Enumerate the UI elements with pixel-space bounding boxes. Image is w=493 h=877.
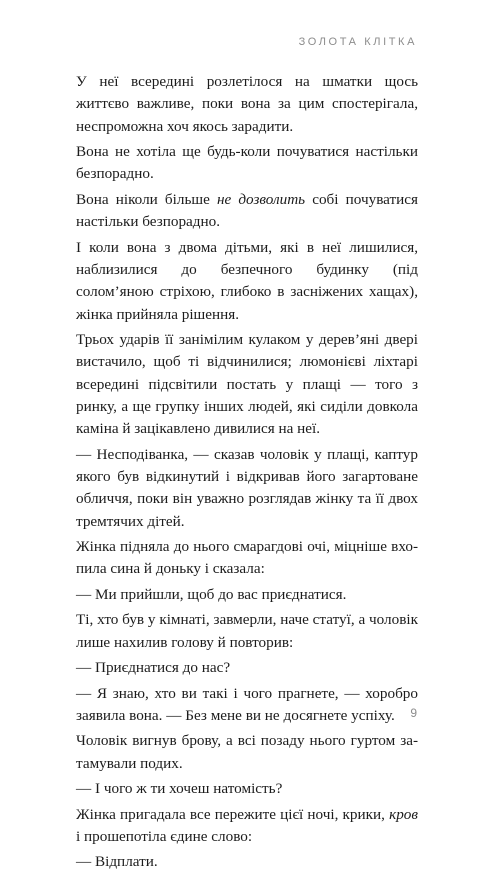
text-run: Трьох ударів її занімілим кулаком у дерев’яні двері вистачило, щоб ті відчинилися; люмонієві ліхтарі всередині підсвітили постать у плащі — того з ринку, а ще групку інших людей, які сиділи довкола каміна й зацікавлено дивилися на неї. [76,331,418,438]
text-run: Ті, хто був у кімнаті, завмерли, наче статуї, а чоловік лише нахилив голову й повторив: [76,611,418,651]
text-run: — Несподіванка, — сказав чоловік у плащі, каптур якого був відкинутий і відкривав його загартоване обличчя, поки він уважно розглядав жінку та її двох тремтячих дітей. [76,445,418,530]
text-run: собі почуватися настільки безпорадно. [76,190,419,231]
paragraph [76,189,418,234]
text-run: — Я знаю, хто ви такі і чого прагнете, — хоробро заявила вона. — Без мене ви не досягнете успіху. [76,684,418,724]
italic-text: не дозволить [216,190,306,208]
text-run: — Ми прийшли, щоб до вас приєднатися. [76,585,347,603]
paragraph [76,237,418,326]
paragraph [76,851,418,873]
text-run: — І чого ж ти хочеш натомість? [76,780,283,798]
text-run: Вона не хотіла ще будь-коли почуватися настільки безпорадно. [76,143,418,183]
paragraph [76,71,418,138]
running-head: ЗОЛОТА КЛІТКА [298,36,417,48]
paragraph [76,584,418,606]
paragraph [76,329,418,440]
paragraph [76,730,418,775]
text-run: і прошепотіла єдине слово: [76,827,253,845]
paragraph [76,141,418,186]
paragraph [76,444,418,533]
paragraph [76,804,418,849]
page-number: 9 [410,706,417,720]
body-text [76,71,418,877]
paragraph [76,536,418,581]
text-run: Жінка підняла до нього смарагдові очі, міцніше вхопила сина й доньку і сказала: [76,538,418,578]
text-run: Жінка пригадала все пережите цієї ночі, крики, [76,805,390,823]
text-run: — Приєднатися до нас? [76,659,231,677]
italic-text: кров [389,805,418,823]
paragraph [76,683,418,728]
text-run: Чоловік вигнув брову, а всі позаду нього гуртом затамували подих. [76,732,418,772]
text-run: Вона ніколи більше [76,190,217,208]
text-run: І коли вона з двома дітьми, які в неї лишилися, наблизилися до безпечного будинку (під солом’яною стріхою, глибоко в засніжених хащах), жінка прийняла рішення. [76,238,418,323]
text-run: — Відплати. [76,853,158,871]
text-run: У неї всередині розлетілося на шматки щось життєво важливе, поки вона за цим спостерігала, неспроможна хоч якось зарадити. [76,73,418,135]
paragraph [76,657,418,679]
paragraph [76,778,418,800]
paragraph [76,609,418,654]
